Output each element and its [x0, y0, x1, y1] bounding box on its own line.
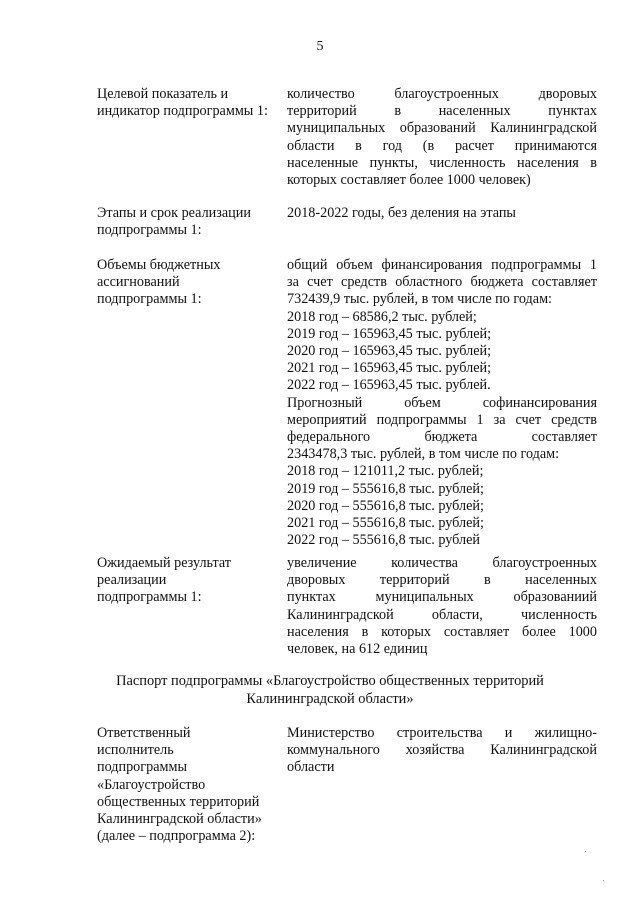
label-line: (далее – подпрограмма 2):	[97, 828, 256, 845]
label-line: Ожидаемый результат	[97, 555, 231, 571]
value-line: 2018-2022 годы, без деления на этапы	[287, 205, 516, 221]
value-line: увеличение количества благоустроенных	[287, 555, 597, 571]
value-line: 732439,9 тыс. рублей, в том числе по годам:	[287, 291, 552, 308]
scan-speck	[585, 851, 586, 852]
value-line: 2018 год – 121011,2 тыс. рублей;	[287, 463, 484, 480]
value-line: 2019 год – 165963,45 тыс. рублей;	[287, 325, 492, 342]
value-line: которых составляет более 1000 человек)	[287, 171, 531, 188]
value-line: 2020 год – 165963,45 тыс. рублей;	[287, 342, 492, 359]
value-line: области в год (в расчет принимаются	[287, 137, 597, 154]
row-label	[97, 555, 282, 607]
value-line: населения в которых составляет более 1000	[287, 623, 597, 640]
row-value	[287, 257, 597, 549]
value-line: 2018 год – 68586,2 тыс. рублей;	[287, 308, 477, 325]
value-line: 2022 год – 555616,8 тыс. рублей	[287, 532, 480, 549]
value-line: коммунального хозяйства Калининградской	[287, 742, 597, 759]
value-line: пунктах муниципальных образованиий	[287, 589, 597, 606]
row-label	[97, 725, 282, 845]
value-line: 2019 год – 555616,8 тыс. рублей;	[287, 480, 484, 497]
value-line: федерального бюджета составляет	[287, 428, 597, 445]
value-line: муниципальных образований Калининградской	[287, 120, 597, 137]
value-line: Калининградской области, численность	[287, 606, 597, 623]
page-number: 5	[316, 39, 324, 54]
value-line: территорий в населенных пунктах	[287, 103, 597, 120]
value-line: 2020 год – 555616,8 тыс. рублей;	[287, 497, 484, 514]
value-line: Прогнозный объем софинансирования	[287, 394, 597, 411]
label-line: подпрограммы 1:	[97, 291, 202, 308]
label-line: «Благоустройство	[97, 776, 206, 793]
label-line: реализации	[97, 572, 167, 589]
row-value	[287, 86, 597, 189]
value-line: Министерство строительства и жилищно-	[287, 725, 597, 741]
label-line: исполнитель	[97, 742, 174, 759]
value-line: области	[287, 759, 335, 776]
value-line: количество благоустроенных дворовых	[287, 86, 597, 102]
label-line: Ответственный	[97, 725, 191, 741]
label-line: Целевой показатель и	[97, 86, 229, 102]
label-line: подпрограммы 1:	[97, 222, 202, 239]
value-line: дворовых территорий в населенных	[287, 572, 597, 589]
label-line: Калининградской области»	[97, 811, 262, 828]
value-line: 2021 год – 555616,8 тыс. рублей;	[287, 514, 484, 531]
label-line: ассигнований	[97, 274, 180, 291]
row-value	[287, 555, 597, 658]
label-line: Объемы бюджетных	[97, 257, 221, 273]
passport-heading-line: Паспорт подпрограммы «Благоустройство общественных территорий	[116, 673, 544, 689]
passport-heading-line: Калининградской области»	[246, 691, 414, 707]
scan-speck	[603, 880, 604, 881]
passport-heading	[60, 672, 600, 708]
value-line: общий объем финансирования подпрограммы 1	[287, 257, 597, 273]
row-label	[97, 86, 282, 120]
row-value	[287, 725, 597, 777]
row-label	[97, 205, 282, 239]
value-line: мероприятий подпрограммы 1 за счет средств	[287, 411, 597, 428]
value-line: за счет средств областного бюджета составляет	[287, 274, 597, 291]
label-line: подпрограммы	[97, 759, 187, 776]
value-line: 2022 год – 165963,45 тыс. рублей.	[287, 377, 491, 394]
value-line: 2343478,3 тыс. рублей, в том числе по годам:	[287, 446, 560, 463]
label-line: общественных территорий	[97, 793, 260, 810]
label-line: Этапы и срок реализации	[97, 205, 251, 221]
value-line: населенные пункты, численность населения в	[287, 154, 597, 171]
value-line: человек, на 612 единиц	[287, 640, 428, 657]
row-label	[97, 257, 282, 309]
row-value	[287, 205, 597, 222]
label-line: подпрограммы 1:	[97, 589, 202, 606]
label-line: индикатор подпрограммы 1:	[97, 103, 268, 120]
value-line: 2021 год – 165963,45 тыс. рублей;	[287, 360, 492, 377]
